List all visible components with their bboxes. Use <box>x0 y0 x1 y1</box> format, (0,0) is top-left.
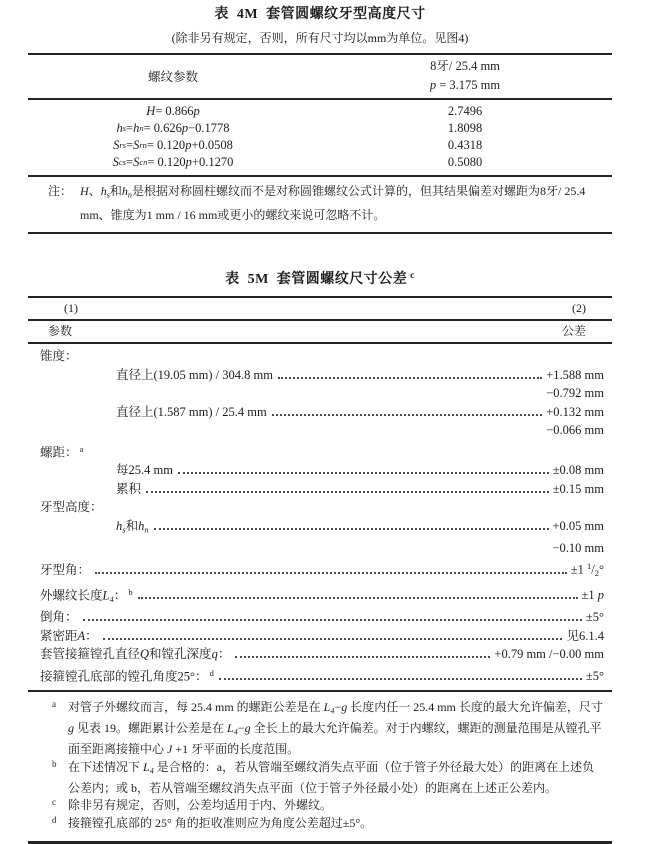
dotted-leader <box>235 656 490 658</box>
param-label: 倒角： <box>40 610 78 625</box>
tolerance-value: ±0.15 mm <box>552 481 604 496</box>
table-5m-section <box>28 267 612 844</box>
footnote <box>52 759 606 797</box>
column-number-2: (2) <box>572 301 586 316</box>
footnote-text: 对管子外螺纹而言，每 25.4 mm 的螺距公差是在 $L_4-g$ 长度内任一 25.4 mm 长度的最大允许偏差，尺寸 g 见表 19。螺距累计公差是在 $L_4-g$ 全长上的最大允许偏差。对于内螺纹，螺距的测量范围是从镗孔平面至距离接箍中心 J +1 牙平面的长度范围。 <box>68 700 603 757</box>
table-row <box>40 664 604 686</box>
tolerance-value: ±1 p <box>581 588 604 603</box>
tolerance-value: ±0.08 mm <box>552 463 604 478</box>
table-5m <box>28 296 612 844</box>
tolerance-value: ±5° <box>585 668 604 683</box>
table-4m-subtitle: (除非另有规定，否则，所有尺寸均以mm为单位。见图4) <box>171 31 469 45</box>
table-row <box>28 154 612 171</box>
table-4m <box>28 53 612 234</box>
footnote <box>52 815 606 833</box>
table-row <box>40 583 604 608</box>
table-4m-note <box>28 177 612 232</box>
param-label: 牙型高度： <box>40 500 103 515</box>
footnote-mark: c <box>52 797 56 808</box>
formula-cell: S cs = S cn = 0.120 p +0.1270 <box>112 155 234 169</box>
table-row <box>28 103 612 120</box>
tolerance-value: 见6.1.4 <box>566 628 604 643</box>
note-text: H、$h_s$和$h_n$是根据对称圆柱螺纹而不是对称圆锥螺纹公式计算的，但其结果偏差对螺距为8牙/ 25.4 mm、锥度为1 mm / 16 mm或更小的螺纹来说可忽略不计。 <box>80 184 586 223</box>
footnote-mark: b <box>52 758 57 769</box>
tolerance-value: ±1 $^1/_2^\circ$ <box>570 561 604 579</box>
dotted-leader <box>103 638 563 640</box>
table-row <box>40 627 604 646</box>
table-row <box>40 608 604 627</box>
dotted-leader <box>154 528 549 530</box>
dotted-leader <box>272 414 543 416</box>
param-label: 牙型角： <box>40 562 91 577</box>
table-row <box>28 137 612 154</box>
value-cell: 0.4318 <box>447 138 483 152</box>
table-4m-header-value-line1: 8牙/ 25.4 mm <box>430 59 500 73</box>
param-label: 锥度： <box>40 349 78 364</box>
tolerance-value: −0.792 mm <box>546 386 604 401</box>
value-cell: 0.5080 <box>447 155 483 169</box>
tolerance-value: ±5° <box>585 610 604 625</box>
table-row <box>40 539 604 558</box>
dotted-leader <box>138 597 578 599</box>
footnote-mark: d <box>52 814 57 825</box>
param-label: 直径上(1.587 mm) / 25.4 mm <box>116 404 267 419</box>
value-cell: 2.7496 <box>447 104 483 118</box>
dotted-leader <box>178 472 549 474</box>
tolerance-value: +1.588 mm <box>546 367 604 382</box>
footnote-text: 在下述情况下 $L_4$ 是合格的：a，若从管端至螺纹消失点平面（位于管子外径最大处）的距离在上述负公差内；或 b，若从管端至螺纹消失点平面（位于管子外径最小处）的距离在上述正公差内。 <box>68 759 595 795</box>
table-4m-header-row <box>28 55 612 100</box>
table-row <box>40 517 604 539</box>
table-row <box>40 480 604 499</box>
param-label: 套管接箍镗孔直径Q和镗孔深度q： <box>40 647 231 662</box>
param-label: 接箍镗孔底部的镗孔角度25°： $^d$ <box>40 667 214 683</box>
param-label: 每25.4 mm <box>116 463 173 478</box>
table-row <box>40 645 604 664</box>
note-label: 注： <box>48 184 73 198</box>
param-label: 紧密距A： <box>40 628 98 643</box>
column-header-param: 参数 <box>48 324 73 339</box>
table-4m-header-value <box>318 57 612 95</box>
dotted-leader <box>146 491 549 493</box>
column-header-tolerance: 公差 <box>561 324 586 339</box>
column-number-1: (1) <box>64 301 78 316</box>
tolerance-value: −0.10 mm <box>552 540 604 555</box>
footnote-text: 接箍镗孔底部的 25° 角的拒收准则应为角度公差超过±5°。 <box>68 815 373 830</box>
formula-cell: H = 0.866 p <box>146 104 200 118</box>
table-4m-header-param: 螺纹参数 <box>147 70 198 84</box>
table-row <box>28 120 612 137</box>
param-label: 累积 <box>116 481 142 496</box>
table-row <box>40 461 604 480</box>
table-5m-column-numbers-row <box>28 298 612 321</box>
table-row <box>40 347 604 366</box>
dotted-leader <box>95 572 567 574</box>
table-5m-column-headers-row <box>28 321 612 344</box>
table-4m-header-value-line2: p = 3.175 mm <box>429 78 501 92</box>
dotted-leader <box>219 678 582 680</box>
table-row <box>40 403 604 422</box>
param-label: 螺距： $^a$ <box>40 443 84 459</box>
table-row <box>40 557 604 582</box>
formula-cell: h s = h n = 0.626 p −0.1778 <box>116 121 230 135</box>
table-5m-body <box>28 344 612 692</box>
formula-cell: S rs = S rn = 0.120 p +0.0508 <box>113 138 233 152</box>
table-row <box>40 440 604 462</box>
table-4m-section <box>28 6 612 234</box>
tolerance-value: +0.05 mm <box>552 518 604 533</box>
footnote <box>52 797 606 815</box>
tolerance-value: +0.79 mm /−0.00 mm <box>494 647 604 662</box>
param-label: $h_s$和$h_n$ <box>116 518 149 535</box>
table-5m-footnotes <box>28 692 612 844</box>
table-5m-title: 表 5M 套管圆螺纹尺寸公差 $^c$ <box>225 271 415 288</box>
tolerance-value: +0.132 mm <box>546 404 604 419</box>
param-label: 外螺纹长度$L_4$： $^b$ <box>40 586 133 604</box>
table-4m-title: 表 4M 套管圆螺纹牙型高度尺寸 <box>214 7 426 22</box>
footnote <box>52 699 606 758</box>
footnote-mark: a <box>52 699 56 710</box>
table-row <box>40 384 604 403</box>
dotted-leader <box>278 377 542 379</box>
value-cell: 1.8098 <box>447 121 483 135</box>
dotted-leader <box>83 619 582 621</box>
table-row <box>40 366 604 385</box>
footnote-text: 除非另有规定，否则，公差均适用于内、外螺纹。 <box>68 798 333 813</box>
param-label: 直径上(19.05 mm) / 304.8 mm <box>116 367 273 382</box>
tolerance-value: −0.066 mm <box>546 423 604 438</box>
table-row <box>40 498 604 517</box>
table-row <box>40 421 604 440</box>
table-4m-body <box>28 100 612 177</box>
